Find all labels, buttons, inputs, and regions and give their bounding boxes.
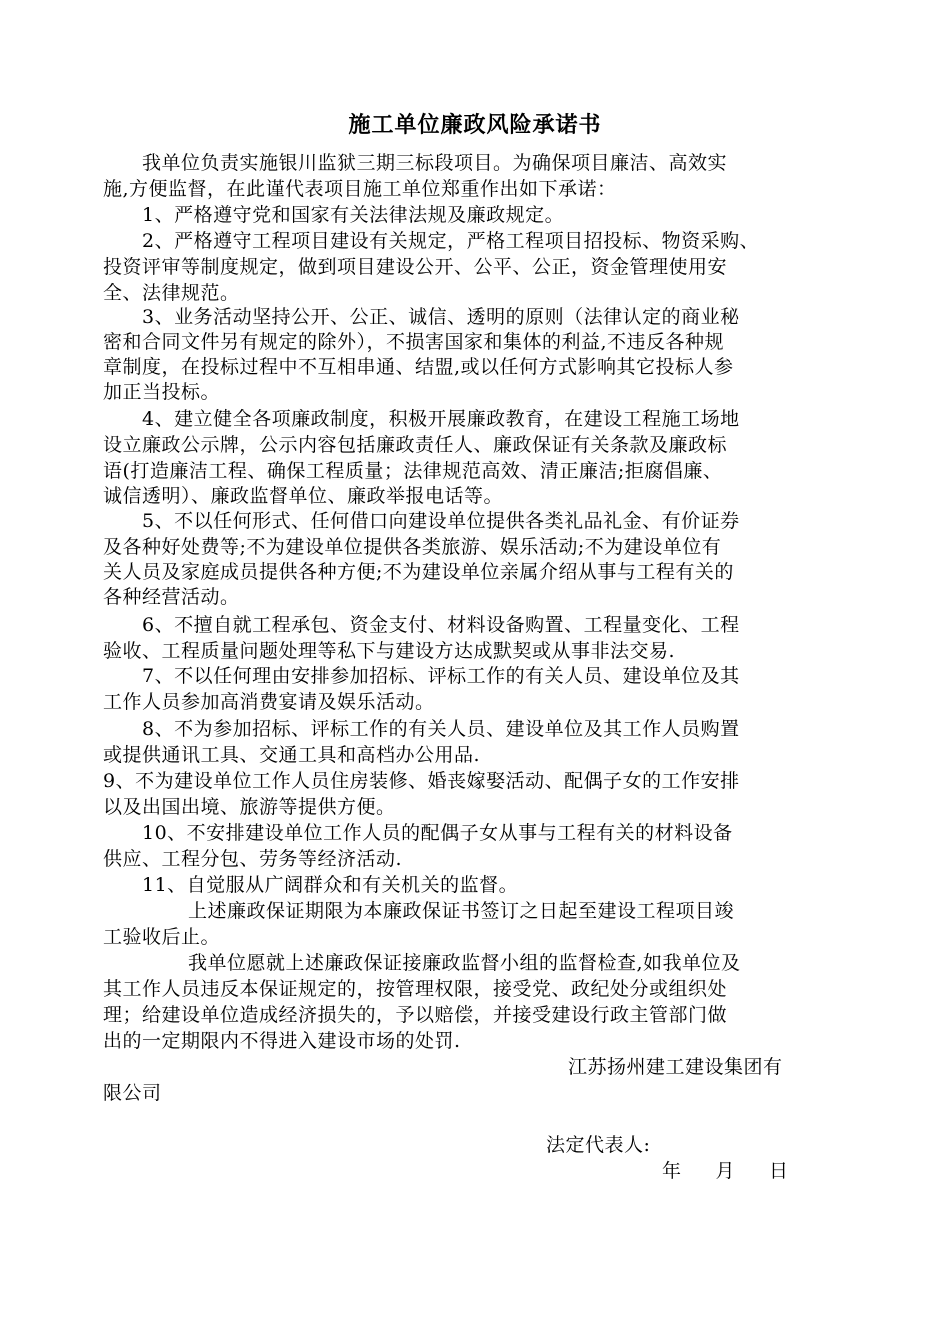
- paragraph-line: 3、业务活动坚持公开、公正、诚信、透明的原则（法律认定的商业秘: [142, 306, 740, 328]
- paragraph-line: 10、不安排建设单位工作人员的配偶子女从事与工程有关的材料设备: [142, 822, 733, 844]
- paragraph-line: 各种经营活动。: [103, 586, 240, 608]
- paragraph-line: 我单位负责实施银川监狱三期三标段项目。为确保项目廉洁、高效实: [142, 152, 728, 174]
- paragraph-line: 及各种好处费等;不为建设单位提供各类旅游、娱乐活动;不为建设单位有: [103, 536, 722, 558]
- paragraph-line: 加正当投标。: [103, 381, 221, 403]
- legal-representative-label: 法定代表人:: [546, 1134, 651, 1156]
- date-year-label: 年: [662, 1160, 682, 1182]
- document-title: 施工单位廉政风险承诺书: [348, 112, 602, 138]
- paragraph-line: 上述廉政保证期限为本廉政保证书签订之日起至建设工程项目竣: [188, 900, 735, 922]
- paragraph-line: 工验收后止。: [103, 926, 221, 948]
- paragraph-line: 关人员及家庭成员提供各种方便;不为建设单位亲属介绍从事与工程有关的: [103, 561, 734, 583]
- date-day-label: 日: [769, 1160, 789, 1182]
- paragraph-line: 供应、工程分包、劳务等经济活动.: [103, 848, 403, 870]
- paragraph-line: 出的一定期限内不得进入建设市场的处罚.: [103, 1030, 461, 1052]
- paragraph-line: 密和合同文件另有规定的除外），不损害国家和集体的利益,不违反各种规: [103, 331, 725, 353]
- paragraph-line: 我单位愿就上述廉政保证接廉政监督小组的监督检查,如我单位及: [188, 952, 741, 974]
- paragraph-line: 4、建立健全各项廉政制度，积极开展廉政教育，在建设工程施工场地: [142, 408, 740, 430]
- paragraph-line: 1、严格遵守党和国家有关法律法规及廉政规定。: [142, 204, 565, 226]
- paragraph-line: 9、不为建设单位工作人员住房装修、婚丧嫁娶活动、配偶子女的工作安排: [103, 770, 740, 792]
- paragraph-line: 语(打造廉洁工程、确保工程质量；法律规范高效、清正廉洁;拒腐倡廉、: [103, 460, 723, 482]
- paragraph-line: 施,方便监督，在此谨代表项目施工单位郑重作出如下承诺：: [103, 178, 617, 200]
- paragraph-line: 以及出国出境、旅游等提供方便。: [103, 796, 396, 818]
- paragraph-line: 工作人员参加高消费宴请及娱乐活动。: [103, 691, 435, 713]
- paragraph-line: 7、不以任何理由安排参加招标、评标工作的有关人员、建设单位及其: [142, 665, 740, 687]
- paragraph-line: 其工作人员违反本保证规定的，按管理权限，接受党、政纪处分或组织处: [103, 978, 728, 1000]
- paragraph-line: 11、自觉服从广阔群众和有关机关的监督。: [142, 874, 519, 896]
- paragraph-line: 验收、工程质量问题处理等私下与建设方达成默契或从事非法交易.: [103, 640, 676, 662]
- paragraph-line: 诚信透明）、廉政监督单位、廉政举报电话等。: [103, 485, 504, 507]
- date-month-label: 月: [715, 1160, 736, 1182]
- date-line: [662, 1158, 789, 1184]
- paragraph-line: 或提供通讯工具、交通工具和高档办公用品.: [103, 744, 481, 766]
- paragraph-line: 2、严格遵守工程项目建设有关规定，严格工程项目招投标、物资采购、: [142, 230, 760, 252]
- paragraph-line: 章制度，在投标过程中不互相串通、结盟,或以任何方式影响其它投标人参: [103, 356, 734, 378]
- paragraph-line: 投资评审等制度规定，做到项目建设公开、公平、公正，资金管理使用安: [103, 256, 728, 278]
- paragraph-line: 全、法律规范。: [103, 282, 240, 304]
- paragraph-line: 8、不为参加招标、评标工作的有关人员、建设单位及其工作人员购置: [142, 718, 740, 740]
- paragraph-line: 设立廉政公示牌，公示内容包括廉政责任人、廉政保证有关条款及廉政标: [103, 434, 728, 456]
- paragraph-line: 5、不以任何形式、任何借口向建设单位提供各类礼品礼金、有价证券: [142, 510, 740, 532]
- company-name-continued: 限公司: [103, 1082, 162, 1104]
- paragraph-line: 理；给建设单位造成经济损失的，予以赔偿，并接受建设行政主管部门做: [103, 1004, 728, 1026]
- company-name: 江苏扬州建工建设集团有: [568, 1056, 783, 1078]
- paragraph-line: 6、不擅自就工程承包、资金支付、材料设备购置、工程量变化、工程: [142, 614, 740, 636]
